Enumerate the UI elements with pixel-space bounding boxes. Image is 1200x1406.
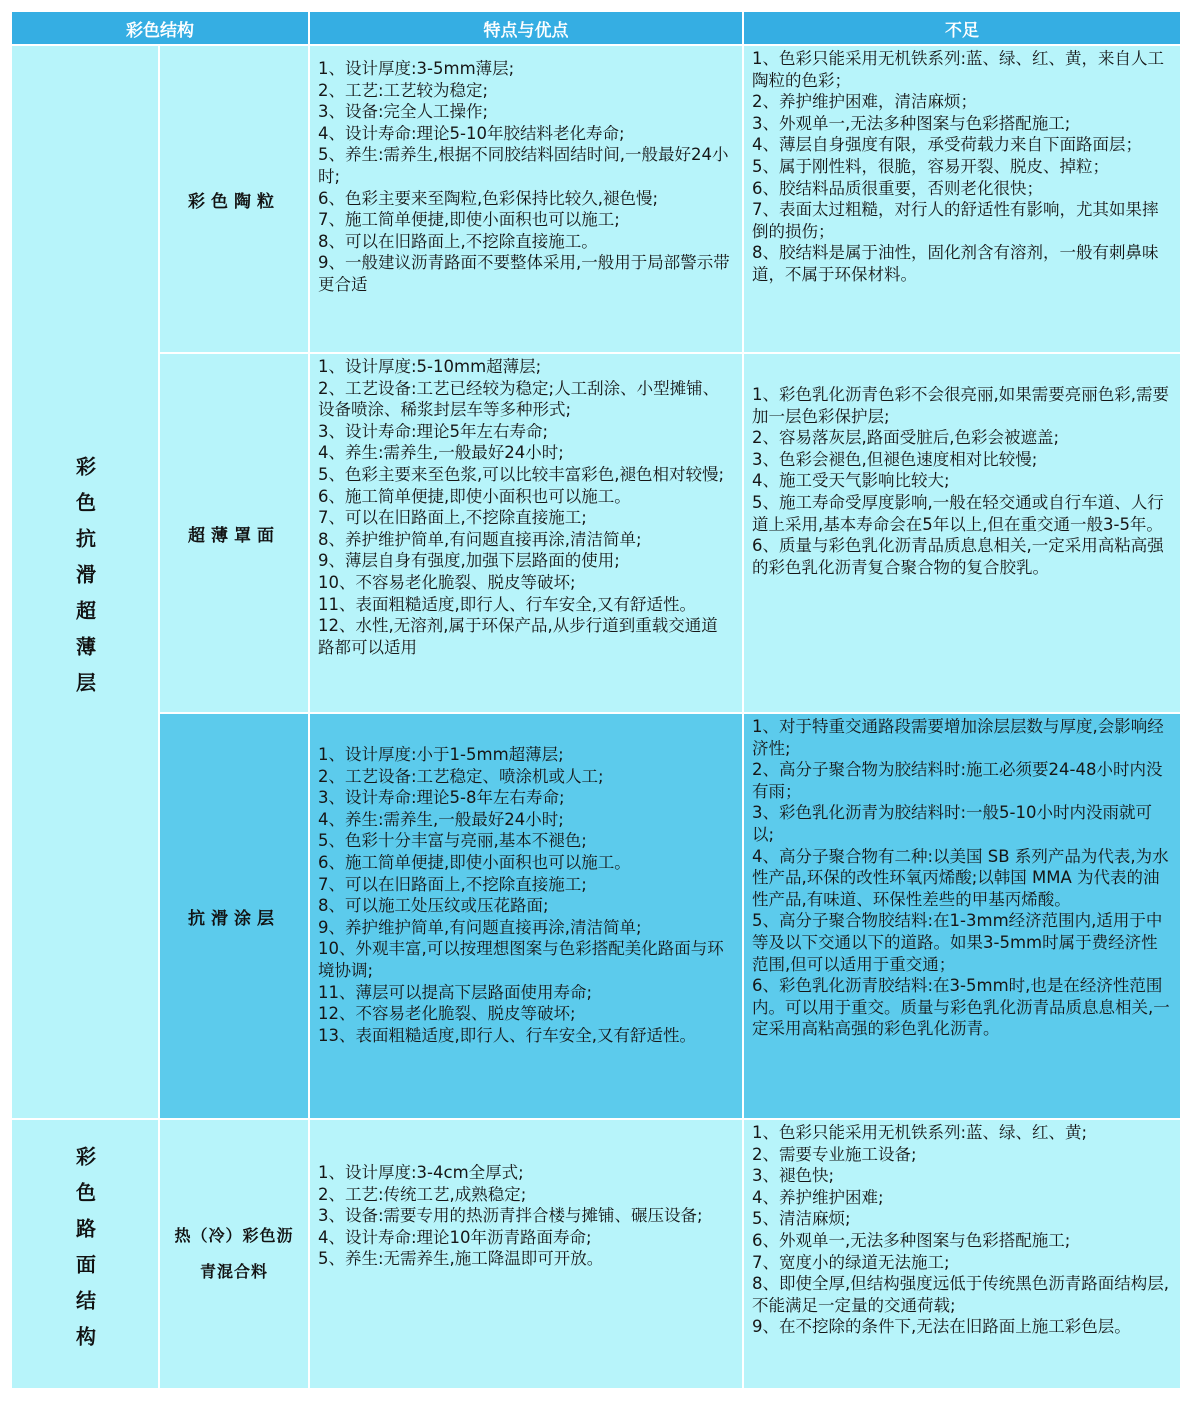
category-label: 彩色抗滑超薄层	[72, 456, 97, 708]
list-item: 6、施工简单便捷,即使小面积也可以施工。	[318, 852, 631, 872]
list-item: 12、水性,无溶剂,属于环保产品,从步行道到重载交通道路都可以适用	[318, 616, 718, 657]
list-item: 8、可以施工处压纹或压花路面;	[318, 896, 549, 916]
list-item: 2、养护维护困难，清洁麻烦；	[752, 92, 977, 112]
list-item: 4、养生:需养生,一般最好24小时;	[318, 443, 564, 463]
subtype-cell	[160, 354, 308, 712]
list-item: 13、表面粗糙适度,即行人、行车安全,又有舒适性。	[318, 1025, 696, 1045]
list-item: 3、设计寿命:理论5-8年左右寿命;	[318, 788, 565, 808]
list-item: 1、对于特重交通路段需要增加涂层层数与厚度,会影响经济性;	[752, 717, 1164, 758]
list-item: 9、薄层自身有强度,加强下层路面的使用;	[318, 551, 620, 571]
list-item: 1、设计厚度:3-5mm薄层;	[318, 59, 515, 78]
list-item: 6、外观单一,无法多种图案与色彩搭配施工;	[752, 1230, 1071, 1250]
list-item: 7、表面太过粗糙，对行人的舒适性有影响，尤其如果摔倒的损伤；	[752, 200, 1159, 241]
list-item: 5、养生:需养生,根据不同胶结料固结时间,一般最好24小时;	[318, 145, 729, 186]
list-item: 8、胶结料是属于油性，固化剂含有溶剂，一般有刺鼻味道，不属于环保材料。	[752, 243, 1159, 284]
disadvantages-cell	[744, 1120, 1180, 1388]
list-item: 2、工艺:传统工艺,成熟稳定;	[318, 1184, 527, 1204]
disadvantages-cell	[744, 354, 1180, 712]
list-item: 2、工艺:工艺较为稳定;	[318, 80, 489, 100]
list-item: 2、工艺设备:工艺稳定、喷涂机或人工;	[318, 766, 604, 786]
comparison-table	[12, 12, 1180, 1388]
list-item: 11、薄层可以提高下层路面使用寿命;	[318, 982, 593, 1002]
list-item: 5、施工寿命受厚度影响,一般在轻交通或自行车道、人行道上采用,基本寿命会在5年以上,但在重交通一般3-5年。	[752, 492, 1164, 534]
advantages-cell	[310, 354, 742, 712]
list-item: 6、色彩主要来至陶粒,色彩保持比较久,褪色慢;	[318, 188, 659, 208]
list-item: 5、养生:无需养生,施工降温即可开放。	[318, 1249, 604, 1269]
subtype-cell	[160, 714, 308, 1118]
disadvantages-cell	[744, 46, 1180, 352]
list-item: 1、设计厚度:3-4cm全厚式;	[318, 1163, 524, 1182]
list-item: 3、设备:完全人工操作;	[318, 102, 489, 122]
disadvantages-cell	[744, 714, 1180, 1118]
list-item: 5、属于刚性料，很脆，容易开裂、脱皮、掉粒；	[752, 156, 1109, 176]
list-item: 10、外观丰富,可以按理想图案与色彩搭配美化路面与环境协调;	[318, 939, 724, 980]
category-label: 彩色路面结构	[72, 1146, 97, 1362]
list-item: 6、胶结料品质很重要，否则老化很快；	[752, 178, 1043, 198]
subtype-cell	[160, 46, 308, 352]
list-item: 3、设备:需要专用的热沥青拌合楼与摊铺、碾压设备;	[318, 1206, 703, 1226]
advantages-cell	[310, 714, 742, 1118]
list-item: 4、施工受天气影响比较大;	[752, 471, 950, 491]
list-item: 3、外观单一,无法多种图案与色彩搭配施工;	[752, 113, 1071, 133]
list-item: 4、养护维护困难;	[752, 1187, 884, 1207]
list-item: 6、彩色乳化沥青胶结料:在3-5mm时,也是在经济性范围内。可以用于重交。质量与彩色乳化沥青品质息息相关,一定采用高粘高强的彩色乳化沥青。	[752, 976, 1170, 1039]
list-item: 3、褪色快;	[752, 1166, 835, 1186]
list-item: 1、彩色乳化沥青色彩不会很亮丽,如果需要亮丽色彩,需要加一层色彩保护层;	[752, 385, 1169, 426]
list-item: 11、表面粗糙适度,即行人、行车安全,又有舒适性。	[318, 594, 696, 614]
list-item: 5、色彩十分丰富与亮丽,基本不褪色;	[318, 831, 587, 851]
list-item: 3、彩色乳化沥青为胶结料时:一般5-10小时内没雨就可以;	[752, 803, 1153, 844]
list-item: 5、色彩主要来至色浆,可以比较丰富彩色,褪色相对较慢;	[318, 464, 725, 484]
list-item: 4、薄层自身强度有限，承受荷载力来自下面路面层；	[752, 135, 1142, 155]
list-item: 10、不容易老化脆裂、脱皮等破坏;	[318, 572, 576, 592]
list-item: 9、在不挖除的条件下,无法在旧路面上施工彩色层。	[752, 1317, 1131, 1337]
subtype-label: 热（冷）彩色沥青混合料	[174, 1226, 294, 1281]
list-item: 7、可以在旧路面上,不挖除直接施工;	[318, 508, 587, 528]
list-item: 6、施工简单便捷,即使小面积也可以施工。	[318, 486, 631, 506]
list-item: 1、色彩只能采用无机铁系列:蓝、绿、红、黄;	[752, 1123, 1088, 1142]
subtype-label: 抗滑涂层	[188, 908, 280, 929]
list-item: 8、可以在旧路面上,不挖除直接施工。	[318, 231, 598, 251]
category-color-pavement	[12, 1120, 158, 1388]
category-anti-slip-thin-layer	[12, 46, 158, 1118]
list-item: 8、养护维护简单,有问题直接再涂,清洁简单;	[318, 529, 642, 549]
list-item: 12、不容易老化脆裂、脱皮等破坏;	[318, 1004, 576, 1024]
list-item: 7、施工简单便捷,即使小面积也可以施工;	[318, 210, 620, 230]
list-item: 2、需要专业施工设备;	[752, 1144, 917, 1164]
list-item: 1、设计厚度:5-10mm超薄层;	[318, 357, 542, 376]
list-item: 1、设计厚度:小于1-5mm超薄层;	[318, 745, 564, 764]
list-item: 6、质量与彩色乳化沥青品质息息相关,一定采用高粘高强的彩色乳化沥青复合聚合物的复合胶乳。	[752, 536, 1164, 577]
list-item: 4、设计寿命:理论10年沥青路面寿命;	[318, 1227, 592, 1247]
list-item: 4、养生:需养生,一般最好24小时;	[318, 809, 564, 829]
list-item: 7、宽度小的绿道无法施工;	[752, 1252, 950, 1272]
list-item: 4、设计寿命:理论5-10年胶结料老化寿命;	[318, 123, 625, 143]
list-item: 2、容易落灰层,路面受脏后,色彩会被遮盖;	[752, 428, 1060, 448]
subtype-label: 超薄罩面	[188, 525, 280, 546]
list-item: 9、一般建议沥青路面不要整体采用,一般用于局部警示带更合适	[318, 253, 730, 294]
list-item: 1、色彩只能采用无机铁系列:蓝、绿、红、黄，来自人工陶粒的色彩；	[752, 49, 1165, 90]
subtype-label: 彩色陶粒	[188, 191, 280, 212]
list-item: 9、养护维护简单,有问题直接再涂,清洁简单;	[318, 917, 642, 937]
list-item: 4、高分子聚合物有二种:以美国 SB 系列产品为代表,为水性产品,环保的改性环氧丙烯酸;以韩国 MMA 为代表的油性产品,有味道、环保性差些的甲基丙烯酸。	[752, 846, 1169, 909]
subtype-cell	[160, 1120, 308, 1388]
list-item: 2、工艺设备:工艺已经较为稳定;人工刮涂、小型摊铺、设备喷涂、稀浆封层车等多种形式;	[318, 378, 720, 420]
list-item: 8、即使全厚,但结构强度远低于传统黑色沥青路面结构层,不能满足一定量的交通荷载;	[752, 1274, 1169, 1315]
advantages-cell	[310, 46, 742, 352]
list-item: 2、高分子聚合物为胶结料时:施工必须要24-48小时内没有雨；	[752, 760, 1163, 801]
list-item: 5、清洁麻烦;	[752, 1209, 851, 1229]
header-disadvantages: 不足	[744, 12, 1180, 44]
advantages-cell	[310, 1120, 742, 1388]
header-advantages: 特点与优点	[310, 12, 742, 44]
list-item: 3、设计寿命:理论5年左右寿命;	[318, 421, 549, 441]
list-item: 3、色彩会褪色,但褪色速度相对比较慢;	[752, 449, 1038, 469]
list-item: 5、高分子聚合物胶结料:在1-3mm经济范围内,适用于中等及以下交通以下的道路。如果3-5mm时属于费经济性范围,但可以适用于重交通；	[752, 911, 1163, 974]
list-item: 7、可以在旧路面上,不挖除直接施工;	[318, 874, 587, 894]
header-structure: 彩色结构	[12, 12, 308, 44]
